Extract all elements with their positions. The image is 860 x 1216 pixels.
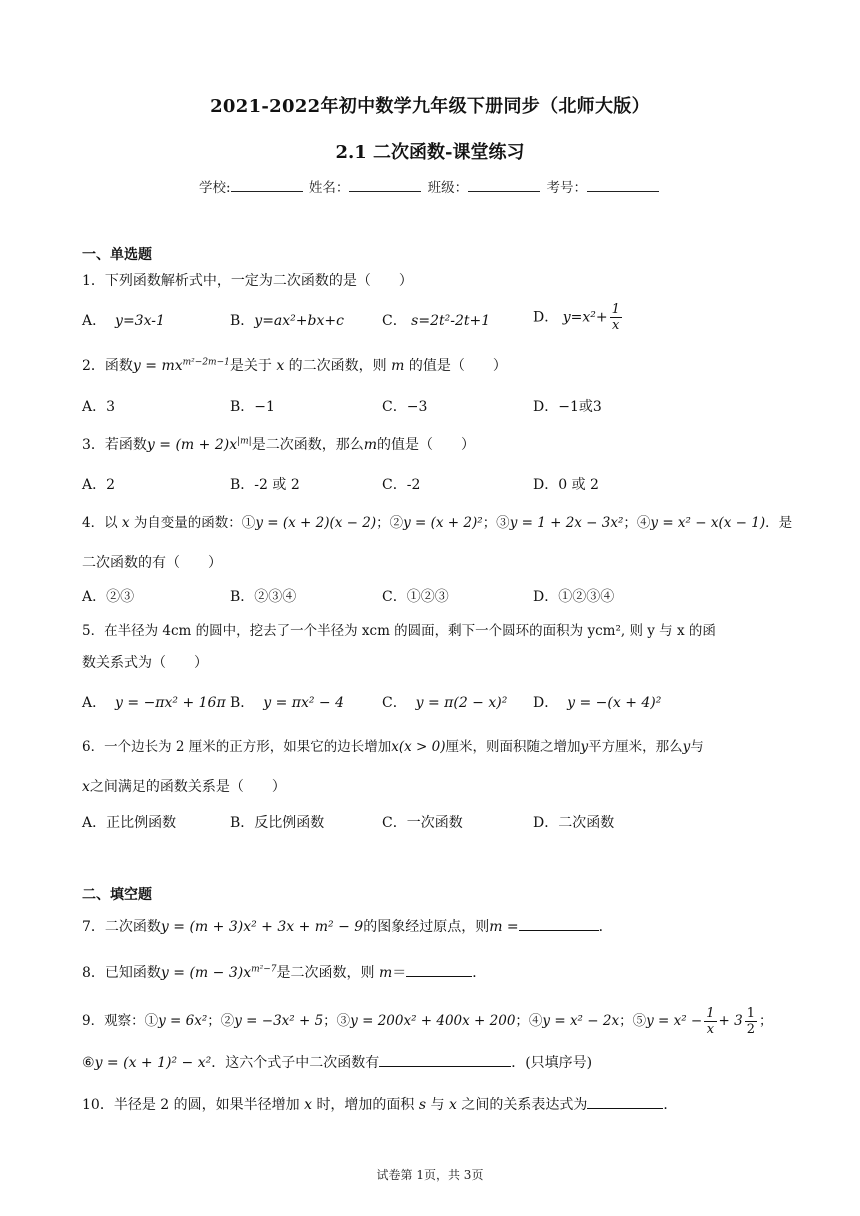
section-single-choice: 一、单选题 — [82, 247, 152, 263]
q4-option-b: B．②③④ — [230, 589, 297, 605]
q2-option-a: A．3 — [82, 399, 116, 415]
q10-answer-blank — [587, 1094, 663, 1109]
q6-option-b: B．反比例函数 — [230, 815, 325, 831]
question-8: 8．已知函数$y = (m - 3)x^{m^2-7}$是二次函数，则 m＝ ． — [82, 962, 782, 984]
question-6-stem: 6．一个边长为 2 厘米的正方形，如果它的边长增加x(x > 0)厘米，则面积随之增加y平方厘米，那么y与 — [82, 739, 704, 755]
question-4-stem-line2: 二次函数的有（ ） — [82, 555, 222, 571]
section-fill-blank: 二、填空题 — [82, 887, 152, 903]
q8-answer-blank — [406, 962, 472, 977]
school-blank — [231, 179, 303, 192]
question-1-stem: 1．下列函数解析式中，一定为二次函数的是（ ） — [82, 273, 413, 289]
question-10: 10．半径是 2 的圆，如果半径增加 x 时，增加的面积 s 与 x 之间的关系表达式为 ． — [82, 1094, 782, 1116]
question-5-stem-line2: 数关系式为（ ） — [82, 655, 208, 671]
class-label: 班级： — [427, 180, 469, 196]
q4-option-a: A．②③ — [82, 589, 135, 605]
q2-option-c: C．−3 — [382, 399, 428, 415]
q1-option-a: A． y=3x-1 — [82, 313, 165, 329]
question-4-options — [82, 586, 782, 608]
question-3-stem: 3．若函数$y = (m + 2)x^{|m|}$是二次函数，那么m的值是（ ） — [82, 436, 475, 453]
page-title: 2021-2022年初中数学九年级下册同步（北师大版） — [210, 96, 650, 117]
q6-option-c: C．一次函数 — [382, 815, 463, 831]
q2-option-b: B．−1 — [230, 399, 275, 415]
q1-d-fraction: $\frac{1}{x}$ — [611, 302, 620, 333]
q2-option-d: D．−1或3 — [533, 399, 602, 415]
class-blank — [468, 179, 540, 192]
page-subtitle: 2.1 二次函数-课堂练习 — [335, 142, 525, 163]
question-4-stem: 4．以 x 为自变量的函数：①y = (x + 2)(x − 2)；②y = (x + 2)²；③y = 1 + 2x − 3x²；④y = x² − x(x − 1)．是 — [82, 515, 793, 531]
q4-option-c: C．①②③ — [382, 589, 449, 605]
exam-no-label: 考号： — [546, 180, 587, 196]
q5-option-d: D． y = −(x + 4)² — [533, 695, 662, 711]
question-2-stem: 2．函数$y = mx^{m^2-2m-1}$是关于 x 的二次函数，则 m 的值是（ ） — [82, 357, 507, 374]
student-info-line — [0, 176, 860, 196]
name-blank — [349, 179, 421, 192]
page-footer: 试卷第 1页，共 3页 — [376, 1168, 484, 1182]
q5-option-c: C． y = π(2 − x)² — [382, 695, 508, 711]
q5-option-a: A． y = −πx² + 16π — [82, 695, 226, 711]
q5-option-b: B． y = πx² − 4 — [230, 695, 344, 711]
question-1-options — [82, 302, 782, 333]
q3-option-c: C．-2 — [382, 477, 421, 493]
q6-option-d: D．二次函数 — [533, 815, 615, 831]
q9-answer-blank — [379, 1052, 511, 1067]
question-5-options — [82, 692, 782, 714]
school-label: 学校: — [199, 180, 231, 196]
question-3-options — [82, 474, 782, 496]
q1-option-b: B．y=ax²+bx+c — [230, 313, 344, 329]
question-7: 7．二次函数y = (m + 3)x² + 3x + m² − 9的图象经过原点，则m = ． — [82, 916, 782, 938]
question-2-options — [82, 396, 782, 418]
q9-fraction-1: $\frac{1}{x}$ — [706, 1006, 715, 1037]
q4-option-d: D．①②③④ — [533, 589, 615, 605]
question-9-line2: ⑥y = (x + 1)² − x²．这六个式子中二次函数有 ．(只填序号) — [82, 1052, 782, 1074]
q3-option-b: B．-2 或 2 — [230, 477, 300, 493]
question-5-stem: 5．在半径为 4cm 的圆中，挖去了一个半径为 xcm 的圆面，剩下一个圆环的面积为 ycm², 则 y 与 x 的函 — [82, 623, 716, 639]
q1-option-d: D． y=x²+ $\frac{1}{x}$ — [533, 302, 620, 333]
q7-answer-blank — [519, 916, 599, 931]
q3-option-a: A．2 — [82, 477, 116, 493]
q9-fraction-2: $\frac{1}{2}$ — [746, 1006, 755, 1037]
question-9: 9．观察：①y = 6x²；②y = −3x² + 5；③y = 200x² + 400x + 200；④y = x² − 2x；⑤y = x² − $\frac{1}{x}$ + 3 $\frac{1}{2}$ ； — [82, 1006, 773, 1037]
question-6-stem-line2: x之间满足的函数关系是（ ） — [82, 779, 286, 795]
exam-no-blank — [587, 179, 659, 192]
q3-option-d: D．0 或 2 — [533, 477, 599, 493]
name-label: 姓名： — [308, 180, 350, 196]
q6-option-a: A．正比例函数 — [82, 815, 177, 831]
question-6-options — [82, 812, 782, 834]
q1-option-c: C． s=2t²-2t+1 — [382, 313, 491, 329]
